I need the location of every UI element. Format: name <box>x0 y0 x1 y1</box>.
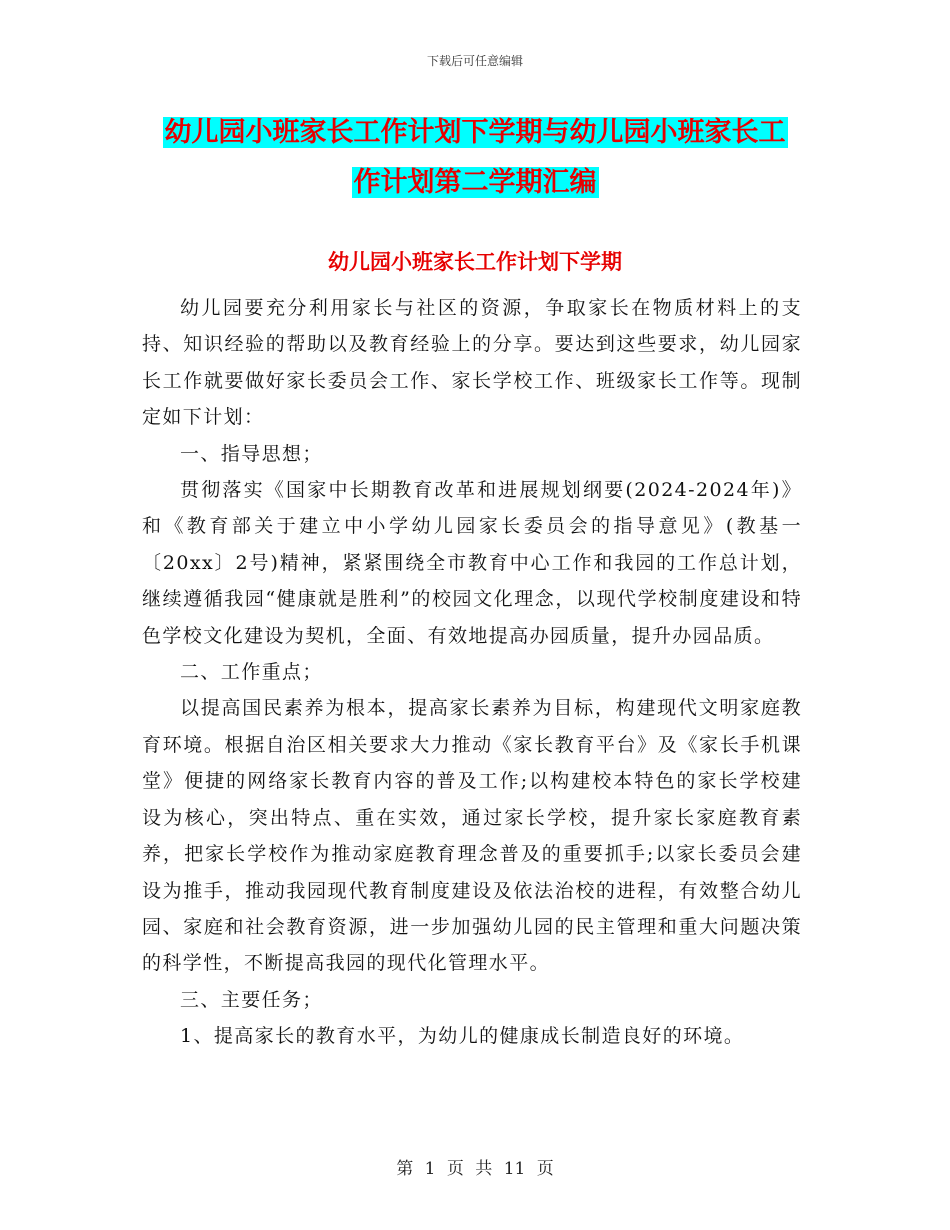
heading-guiding-thought: 一、指导思想； <box>180 442 323 465</box>
heading-main-tasks: 三、主要任务； <box>180 988 323 1011</box>
section-title: 幼儿园小班家长工作计划下学期 <box>328 250 622 274</box>
document-body <box>142 290 802 1055</box>
document-title-line-1: 幼儿园小班家长工作计划下学期与幼儿园小班家长工 <box>164 117 786 148</box>
paragraph-work-focus: 以提高国民素养为根本，提高家长素养为目标，构建现代文明家庭教育环境。根据自治区相关要求大力推动《家长教育平台》及《家长手机课堂》便捷的网络家长教育内容的普及工作;以构建校本特色的家长学校建设为核心，突出特点、重在实效，通过家长学校，提升家长家庭教育素养，把家长学校作为推动家庭教育理念普及的重要抓手;以家长委员会建设为推手，推动我园现代教育制度建设及依法治校的进程，有效整合幼儿园、家庭和社会教育资源，进一步加强幼儿园的民主管理和重大问题决策的科学性，不断提高我园的现代化管理水平。 <box>142 697 802 975</box>
heading-work-focus: 二、工作重点； <box>180 661 323 684</box>
paragraph-intro: 幼儿园要充分利用家长与社区的资源，争取家长在物质材料上的支持、知识经验的帮助以及教育经验上的分享。要达到这些要求，幼儿园家长工作就要做好家长委员会工作、家长学校工作、班级家长工作等。现制定如下计划： <box>142 297 802 429</box>
document-title <box>140 108 810 208</box>
document-title-line-2: 作计划第二学期汇编 <box>353 167 597 198</box>
paragraph-task-1: 1、提高家长的教育水平，为幼儿的健康成长制造良好的环境。 <box>180 1025 745 1048</box>
header-note: 下载后可任意编辑 <box>426 54 523 68</box>
paragraph-guiding-thought: 贯彻落实《国家中长期教育改革和进展规划纲要(2024-2024年)》和《教育部关于建立中小学幼儿园家长委员会的指导意见》(教基一〔20xx〕2号)精神，紧紧围绕全市教育中心工作和我园的工作总计划，继续遵循我园“健康就是胜利”的校园文化理念，以现代学校制度建设和特色学校文化建设为契机，全面、有效地提高办园质量，提升办园品质。 <box>142 479 802 647</box>
page-number-footer: 第 1 页 共 11 页 <box>396 1159 554 1179</box>
